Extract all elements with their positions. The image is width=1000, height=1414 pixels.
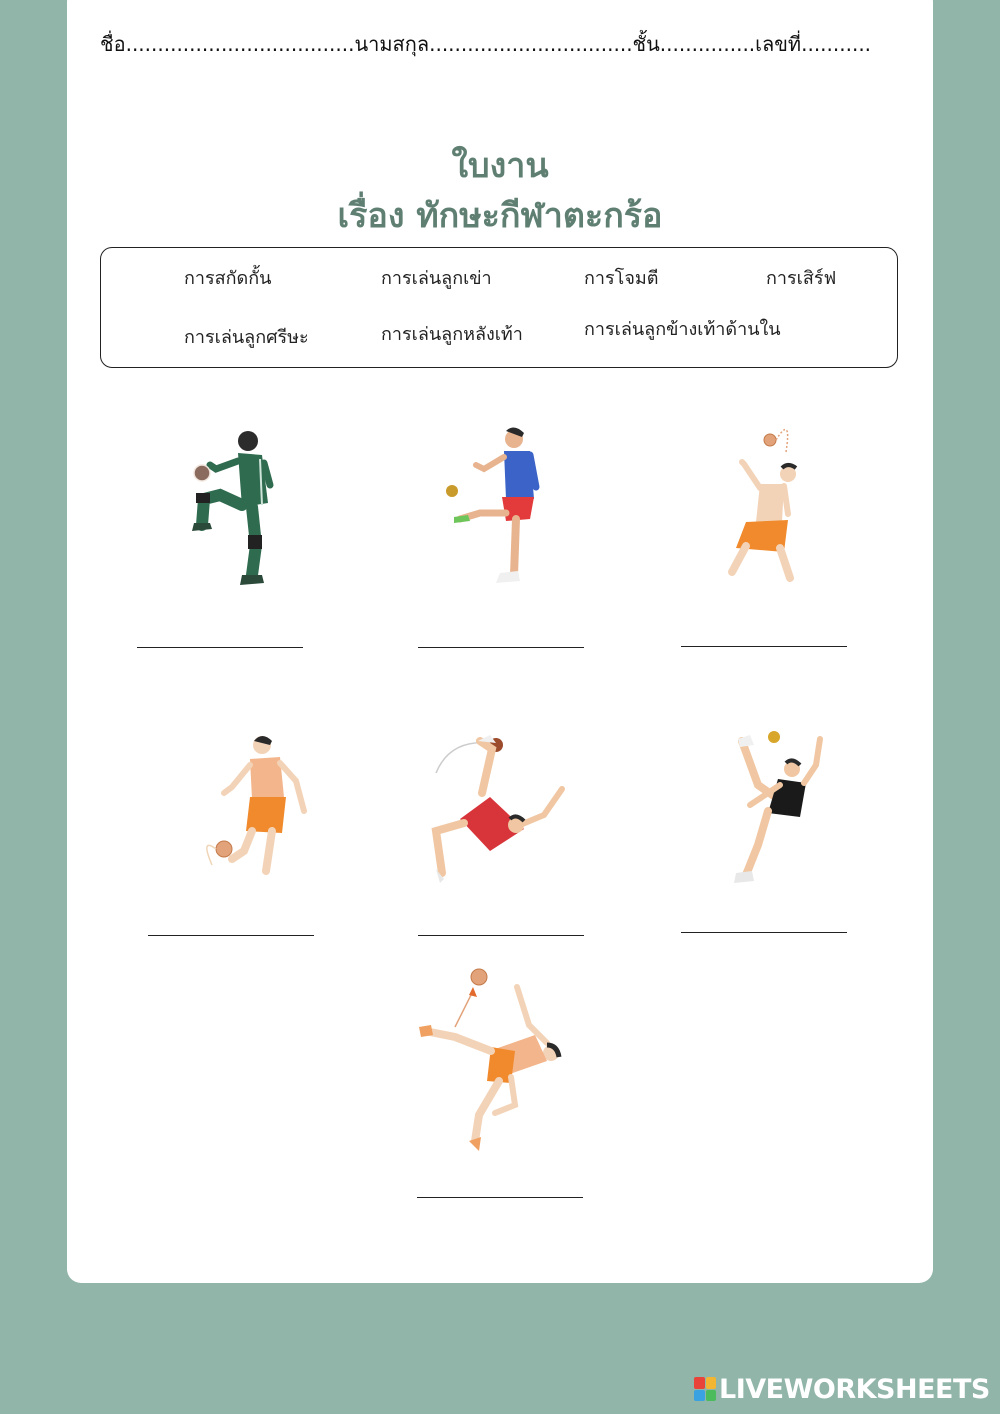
sepak-takraw-kick-player-icon <box>440 425 550 590</box>
answer-line[interactable] <box>418 647 584 648</box>
word-bank-item[interactable]: การสกัดกั้น <box>184 268 272 289</box>
liveworksheets-brand <box>694 1374 990 1404</box>
worksheet-title: ใบงาน <box>451 146 549 186</box>
brand-name: LIVEWORKSHEETS <box>719 1373 990 1405</box>
answer-line[interactable] <box>417 1197 583 1198</box>
sepak-takraw-header-player-icon <box>720 418 820 588</box>
student-info-line: ชื่อ....................................นามสกุล................................ชั้น...............เลขที่........... <box>100 32 872 56</box>
sepak-takraw-bicycle-kick-player-icon <box>420 733 570 888</box>
liveworksheets-logo-icon <box>694 1377 716 1401</box>
sepak-takraw-roll-spike-player-icon <box>415 965 570 1155</box>
word-bank-item[interactable]: การเล่นลูกหลังเท้า <box>381 324 523 345</box>
sepak-takraw-knee-kick-player-icon <box>180 425 280 595</box>
sepak-takraw-high-kick-player-icon <box>728 725 828 890</box>
answer-line[interactable] <box>681 646 847 647</box>
word-bank-item[interactable]: การเล่นลูกศรีษะ <box>184 327 309 348</box>
answer-line[interactable] <box>681 932 847 933</box>
answer-line[interactable] <box>137 647 303 648</box>
word-bank-item[interactable]: การเสิร์ฟ <box>766 268 837 289</box>
sepak-takraw-inside-foot-player-icon <box>198 733 313 883</box>
word-bank-item[interactable]: การเล่นลูกข้างเท้าด้านใน <box>584 319 781 340</box>
word-bank-item[interactable]: การโจมตี <box>584 268 659 289</box>
answer-line[interactable] <box>148 935 314 936</box>
worksheet-subtitle: เรื่อง ทักษะกีฬาตะกร้อ <box>337 196 663 236</box>
word-bank-item[interactable]: การเล่นลูกเข่า <box>381 268 492 289</box>
answer-line[interactable] <box>418 935 584 936</box>
